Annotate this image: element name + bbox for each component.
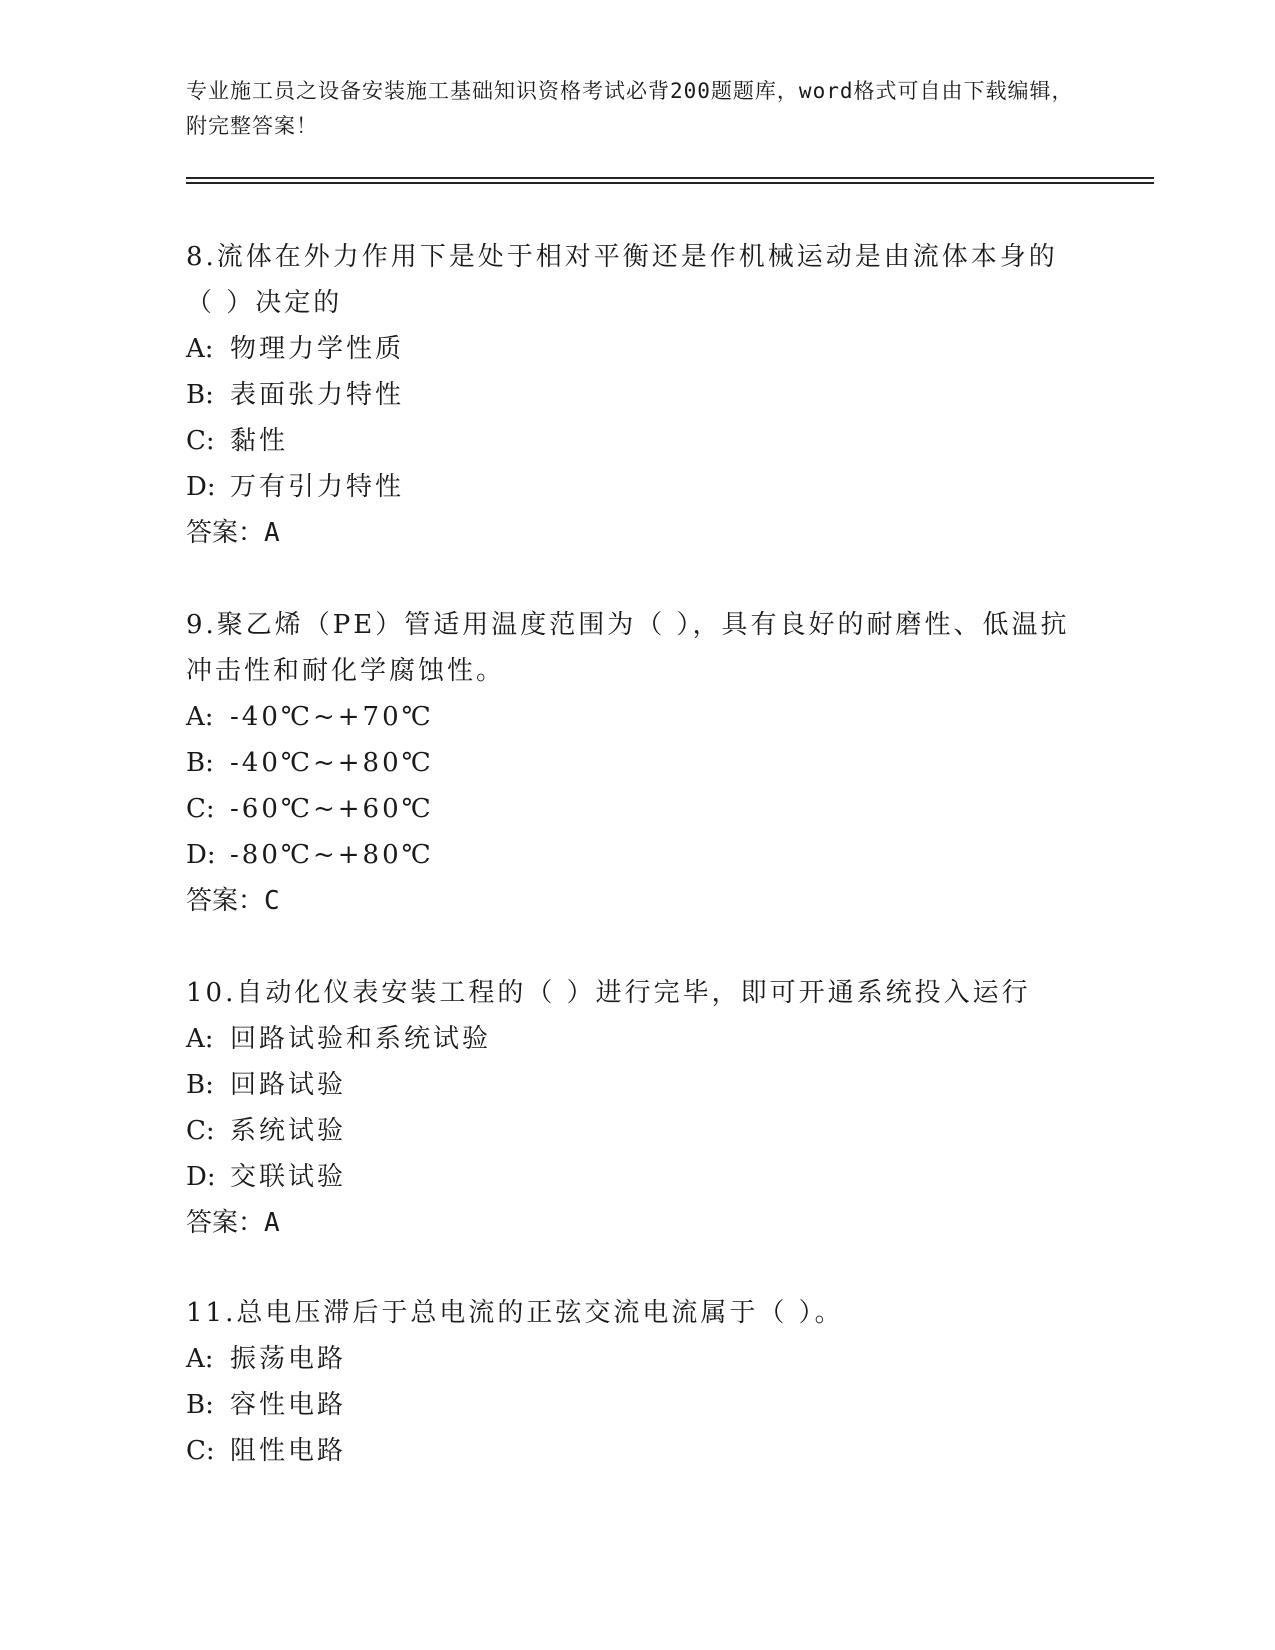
option-text: 容性电路 <box>230 1390 347 1420</box>
option-key: A: <box>186 1344 214 1374</box>
option-d <box>186 464 1086 510</box>
option-text: 阻性电路 <box>230 1436 347 1466</box>
option-key: A: <box>186 702 214 732</box>
option-text: -40℃~+70℃ <box>230 702 434 732</box>
answer-line: 答案：A <box>186 1208 280 1238</box>
option-b <box>186 1062 1086 1108</box>
question-10 <box>186 970 1086 1246</box>
option-text: 物理力学性质 <box>230 334 405 364</box>
option-key: D: <box>186 1162 216 1192</box>
option-text: 交联试验 <box>230 1162 347 1192</box>
option-a <box>186 694 1086 740</box>
answer-line: 答案：C <box>186 886 280 916</box>
option-c <box>186 786 1086 832</box>
option-key: B: <box>186 380 214 410</box>
option-text: 回路试验 <box>230 1070 347 1100</box>
question-stem: 10.自动化仪表安装工程的（ ）进行完毕，即可开通系统投入运行 <box>186 978 1031 1008</box>
option-text: 万有引力特性 <box>230 472 405 502</box>
option-a <box>186 1336 1086 1382</box>
option-text: 系统试验 <box>230 1116 347 1146</box>
question-stem: 9.聚乙烯（PE）管适用温度范围为（ ），具有良好的耐磨性、低温抗冲击性和耐化学腐蚀性。 <box>186 610 1070 686</box>
option-key: C: <box>186 1436 215 1466</box>
option-d <box>186 832 1086 878</box>
option-text: -40℃~+80℃ <box>230 748 434 778</box>
document-header: 专业施工员之设备安装施工基础知识资格考试必背200题题库，word格式可自由下载编辑，附完整答案！ <box>186 79 1074 138</box>
question-9 <box>186 602 1086 924</box>
option-text: -80℃~+80℃ <box>230 840 434 870</box>
header-divider-bottom <box>186 182 1154 184</box>
option-a <box>186 1016 1086 1062</box>
option-text: 回路试验和系统试验 <box>230 1024 492 1054</box>
option-text: -60℃~+60℃ <box>230 794 434 824</box>
option-b <box>186 740 1086 786</box>
option-key: D: <box>186 840 216 870</box>
option-b <box>186 372 1086 418</box>
option-key: A: <box>186 334 214 364</box>
header-divider-top <box>186 177 1154 179</box>
question-stem: 8.流体在外力作用下是处于相对平衡还是作机械运动是由流体本身的（ ）决定的 <box>186 242 1058 318</box>
option-c <box>186 1108 1086 1154</box>
option-key: C: <box>186 426 215 456</box>
option-text: 振荡电路 <box>230 1344 347 1374</box>
question-stem: 11.总电压滞后于总电流的正弦交流电流属于（ ）。 <box>186 1298 844 1328</box>
option-c <box>186 418 1086 464</box>
question-8 <box>186 234 1086 556</box>
option-b <box>186 1382 1086 1428</box>
option-key: B: <box>186 1070 214 1100</box>
answer-line: 答案：A <box>186 518 280 548</box>
option-d <box>186 1154 1086 1200</box>
option-text: 表面张力特性 <box>230 380 405 410</box>
option-key: C: <box>186 794 215 824</box>
option-key: A: <box>186 1024 214 1054</box>
option-key: B: <box>186 748 214 778</box>
option-c <box>186 1428 1086 1474</box>
option-text: 黏性 <box>230 426 289 456</box>
option-key: B: <box>186 1390 214 1420</box>
question-11 <box>186 1290 1086 1474</box>
option-key: D: <box>186 472 216 502</box>
option-key: C: <box>186 1116 215 1146</box>
option-a <box>186 326 1086 372</box>
